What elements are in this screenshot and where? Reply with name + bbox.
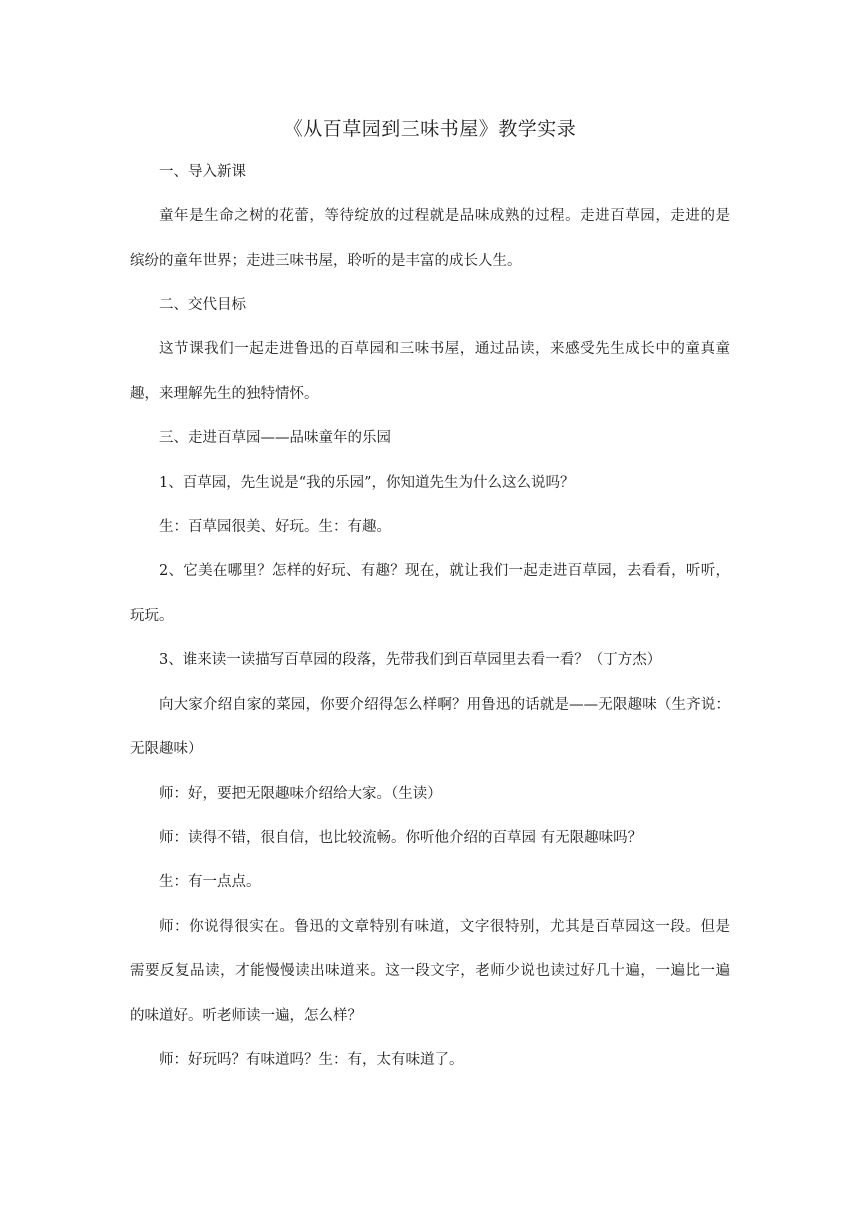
- paragraph: [130, 515, 730, 536]
- text-line: 向大家介绍自家的菜园，你要介绍得怎么样啊？用鲁迅的话就是——无限趣味（生齐说：: [159, 697, 730, 713]
- paragraph: [130, 870, 730, 891]
- paragraph: [130, 471, 730, 492]
- text-line: 师：读得不错，很自信，也比较流畅。你听他介绍的百草园 有无限趣味吗？: [159, 830, 643, 846]
- text-line: 3、谁来读一读描写百草园的段落，先带我们到百草园里去看一看？（丁方杰）: [159, 652, 662, 668]
- paragraph-continued: [130, 1004, 730, 1025]
- text-line: 生：百草园很美、好玩。生：有趣。: [159, 519, 391, 535]
- text-line: 师：好，要把无限趣味介绍给大家。（生读）: [159, 786, 442, 802]
- text-line: 缤纷的童年世界；走进三味书屋，聆听的是丰富的成长人生。: [130, 253, 522, 269]
- text-line: 玩玩。: [130, 608, 174, 624]
- paragraph-continued: [130, 382, 730, 403]
- document-title: 《从百草园到三味书屋》教学实录: [283, 118, 577, 140]
- text-line: 需要反复品读，才能慢慢读出味道来。这一段文字，老师少说也读过好几十遍，一遍比一遍: [130, 963, 730, 979]
- text-line: 的味道好。听老师读一遍，怎么样？: [130, 1008, 362, 1024]
- text-line: 二、交代目标: [159, 297, 246, 313]
- text-line: 无限趣味）: [130, 741, 203, 757]
- paragraph-continued: [130, 249, 730, 270]
- text-line: 趣，来理解先生的独特情怀。: [130, 386, 319, 402]
- text-line: 1、百草园，先生说是“我的乐园”，你知道先生为什么这么说吗？: [159, 475, 575, 491]
- paragraph: [130, 559, 730, 580]
- text-line: 三、走进百草园——品味童年的乐园: [159, 430, 391, 446]
- text-line: 这节课我们一起走进鲁迅的百草园和三味书屋，通过品读，来感受先生成长中的童真童: [159, 341, 730, 357]
- section-heading-2: [130, 293, 730, 314]
- paragraph-continued: [130, 959, 730, 980]
- paragraph-continued: [130, 737, 730, 758]
- paragraph: [130, 782, 730, 803]
- text-line: 师：你说得很实在。鲁迅的文章特别有味道，文字很特别，尤其是百草园这一段。但是: [159, 919, 730, 935]
- paragraph: [130, 826, 730, 847]
- text-line: 师：好玩吗？有味道吗？生：有，太有味道了。: [159, 1052, 464, 1068]
- text-line: 童年是生命之树的花蕾，等待绽放的过程就是品味成熟的过程。走进百草园，走进的是: [159, 208, 730, 224]
- text-line: 一、导入新课: [159, 164, 246, 180]
- paragraph: [130, 915, 730, 936]
- paragraph-continued: [130, 604, 730, 625]
- section-heading-3: [130, 426, 730, 447]
- paragraph: [130, 648, 730, 669]
- paragraph: [130, 1048, 730, 1069]
- paragraph: [130, 204, 730, 225]
- text-line: 生：有一点点。: [159, 874, 261, 890]
- text-line: 2、它美在哪里？怎样的好玩、有趣？现在，就让我们一起走进百草园，去看看，听听，: [159, 563, 730, 579]
- paragraph: [130, 693, 730, 714]
- section-heading-1: [130, 160, 730, 181]
- paragraph: [130, 337, 730, 358]
